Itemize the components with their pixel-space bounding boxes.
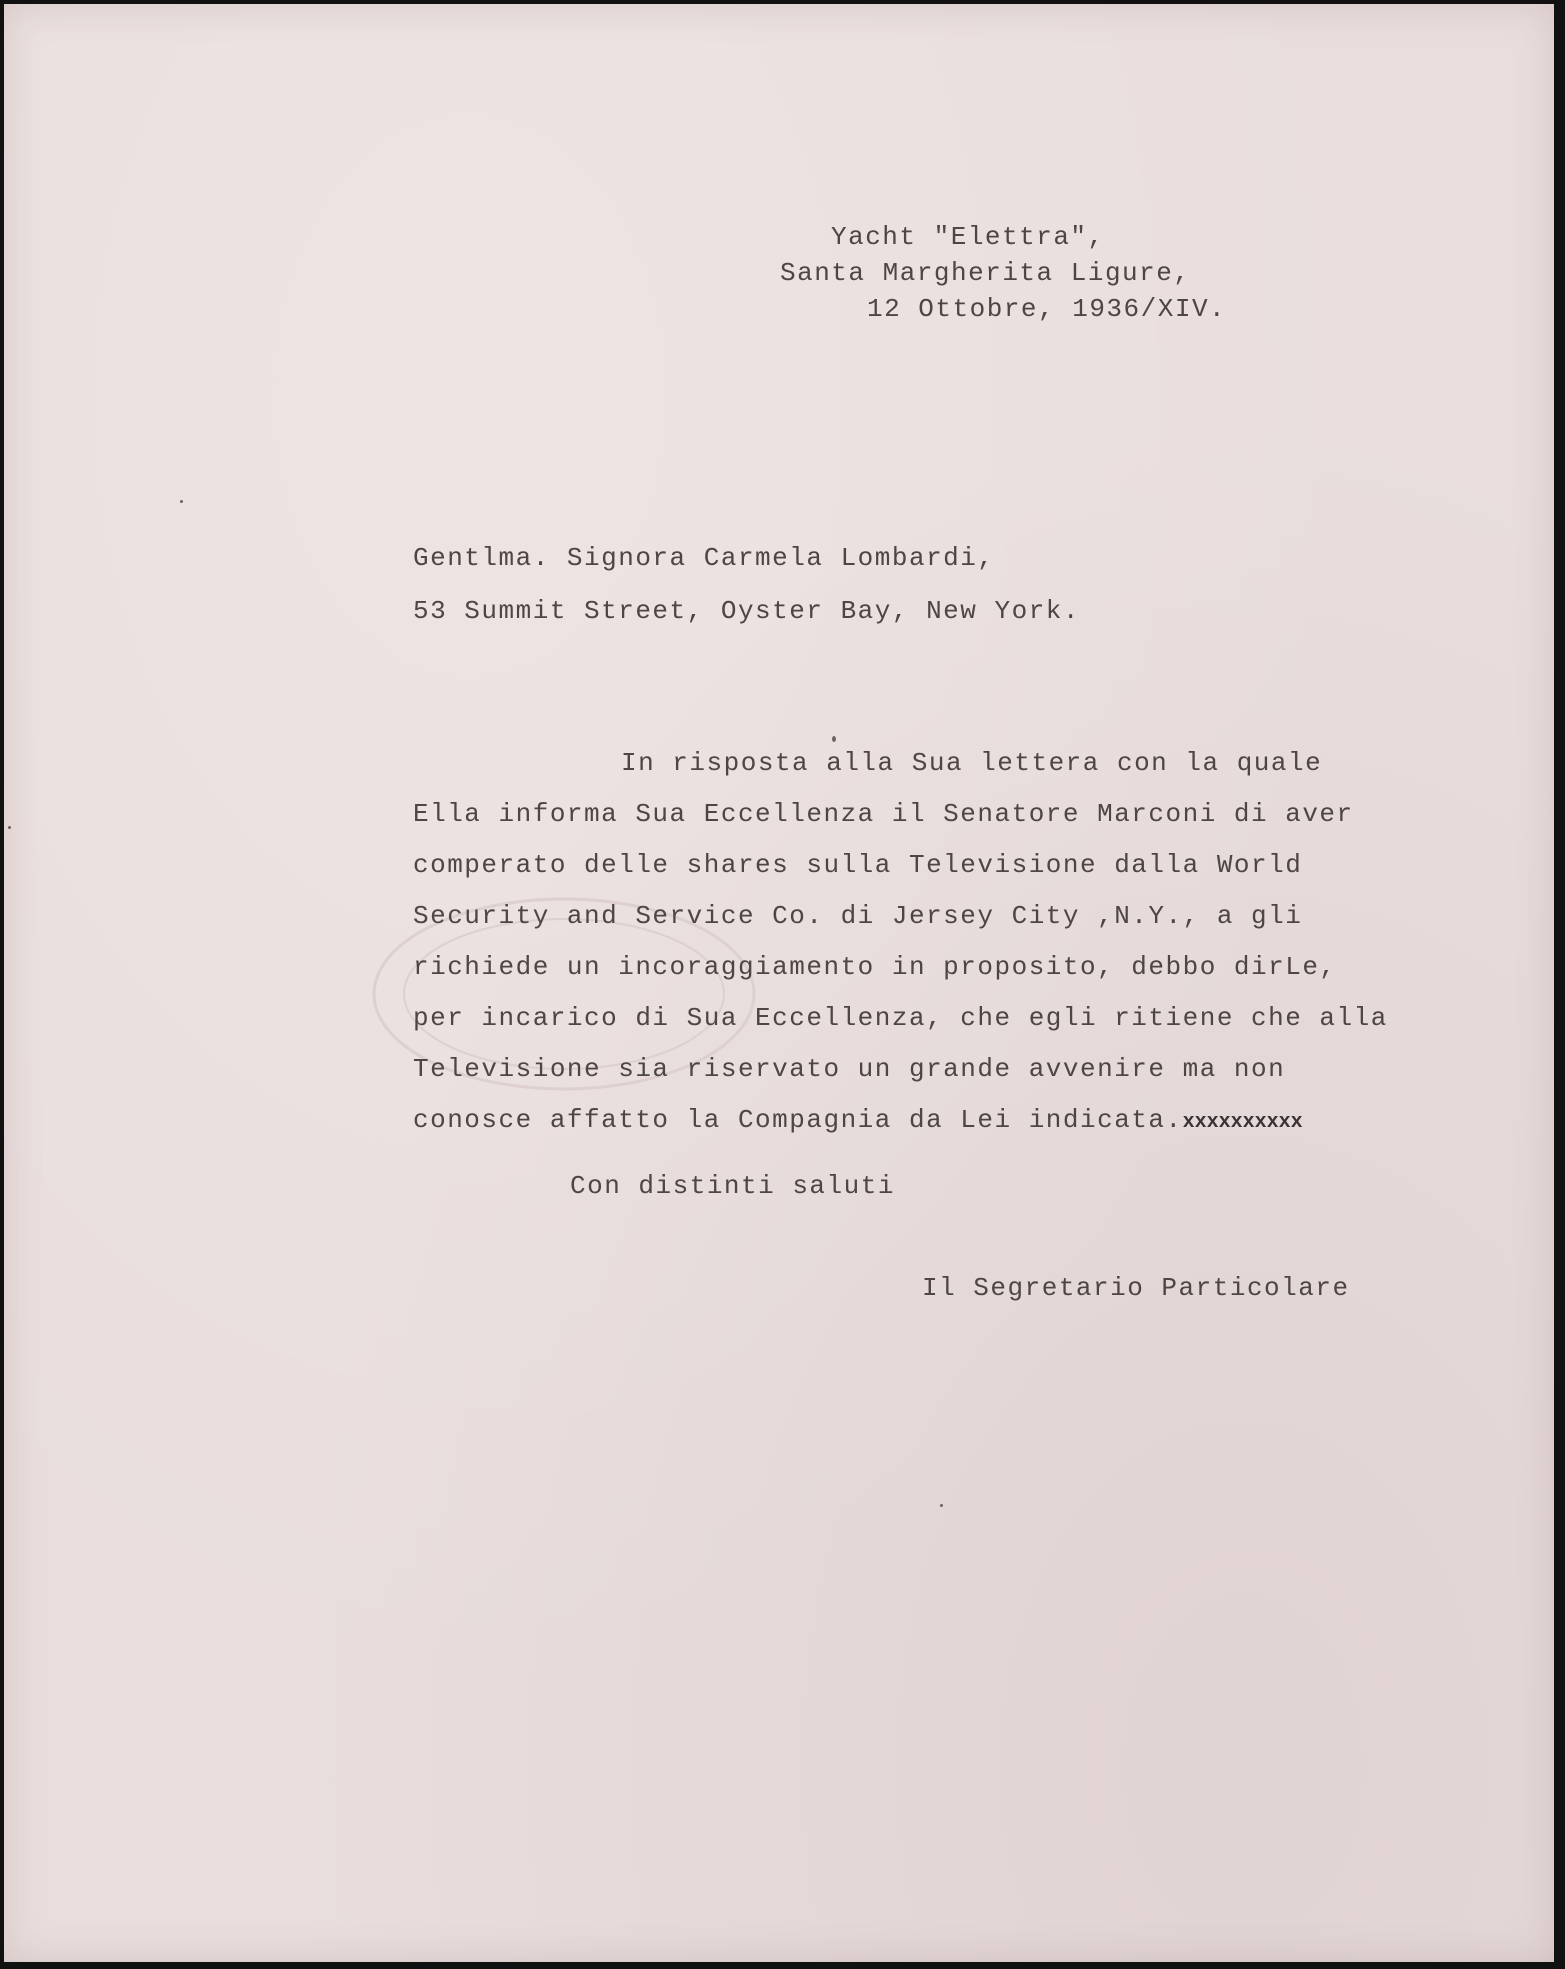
recipient-line-2: 53 Summit Street, Oyster Bay, New York. <box>413 596 1080 626</box>
paper-speck <box>8 826 11 829</box>
heading-line-3: 12 Ottobre, 1936/XIV. <box>867 294 1227 324</box>
heading-line-1: Yacht "Elettra", <box>831 222 1105 252</box>
paper-speck <box>180 500 183 503</box>
body-line-6: per incarico di Sua Eccellenza, che egli ritiene che alla <box>413 1003 1388 1033</box>
closing-salutation: Con distinti saluti <box>570 1171 895 1201</box>
body-line-5: richiede un incoraggiamento in proposito, debbo dirLe, <box>413 952 1337 982</box>
body-line-8-text: conosce affatto la Compagnia da Lei indicata. <box>413 1105 1183 1135</box>
heading-line-2: Santa Margherita Ligure, <box>780 258 1191 288</box>
recipient-line-1: Gentlma. Signora Carmela Lombardi, <box>413 543 995 573</box>
body-line-1: In risposta alla Sua lettera con la quale <box>621 748 1323 778</box>
body-line-7: Televisione sia riservato un grande avvenire ma non <box>413 1054 1286 1084</box>
body-line-2: Ella informa Sua Eccellenza il Senatore Marconi di aver <box>413 799 1354 829</box>
paper-speck <box>940 1504 943 1507</box>
letter-page <box>4 4 1554 1962</box>
paper-speck <box>832 736 836 742</box>
body-line-3: comperato delle shares sulla Televisione dalla World <box>413 850 1303 880</box>
body-line-4: Security and Service Co. di Jersey City ,N.Y., a gli <box>413 901 1303 931</box>
signature-line: Il Segretario Particolare <box>922 1273 1350 1303</box>
body-line-8 <box>413 1107 1303 1133</box>
struck-out-text: xxxxxxxxxx <box>1182 1111 1303 1134</box>
